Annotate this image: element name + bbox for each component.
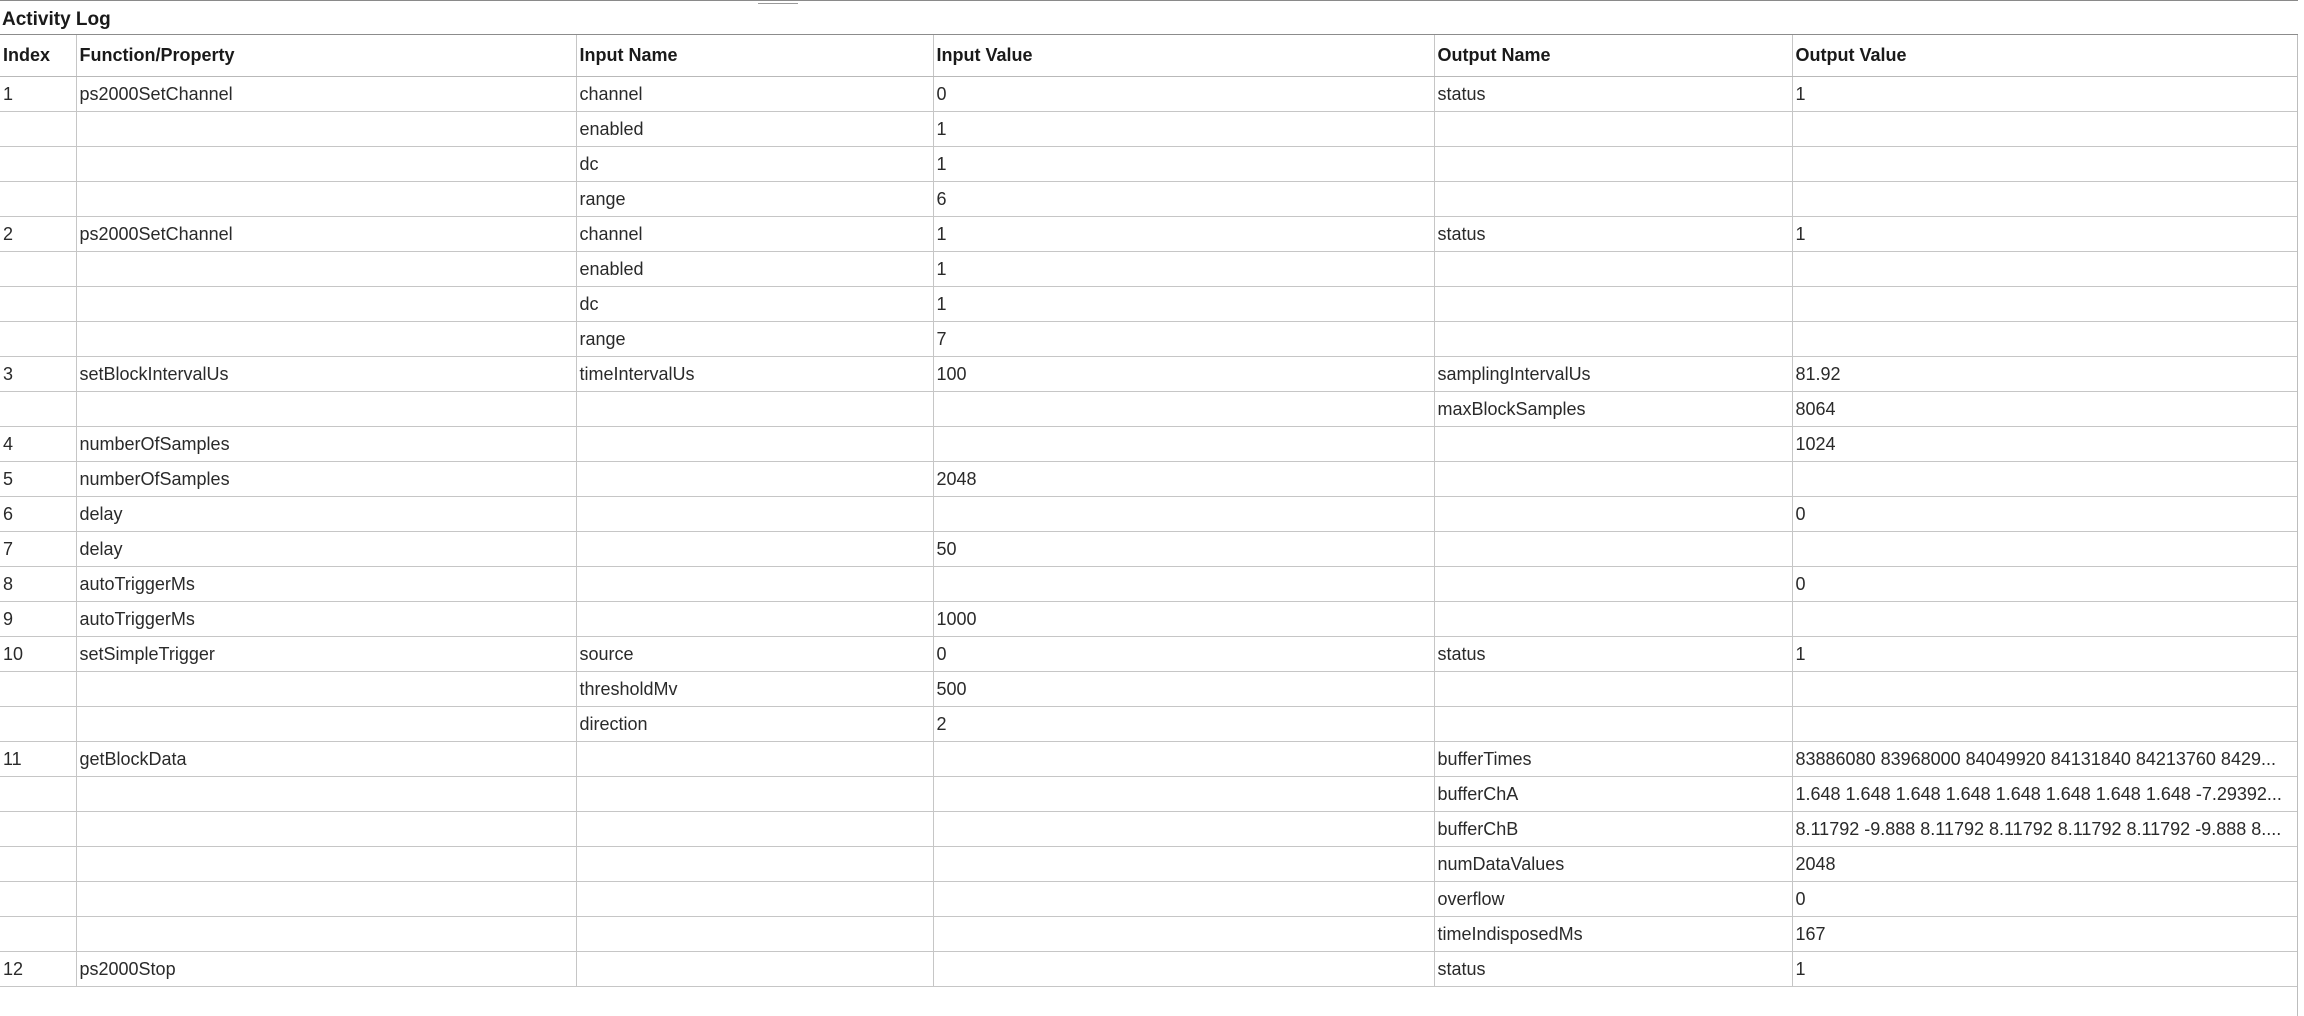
cell-input-name[interactable]: source	[576, 637, 933, 672]
splitter-handle[interactable]	[758, 0, 798, 4]
cell-input-name[interactable]	[576, 392, 933, 427]
cell-function-property[interactable]	[76, 917, 576, 952]
table-row[interactable]	[0, 567, 2297, 602]
cell-output-value[interactable]: 8.11792 -9.888 8.11792 8.11792 8.11792 8.11792 -9.888 8....	[1792, 812, 2297, 847]
cell-input-value[interactable]	[933, 812, 1434, 847]
cell-input-value[interactable]: 1	[933, 287, 1434, 322]
cell-function-property[interactable]: ps2000SetChannel	[76, 77, 576, 112]
cell-output-name[interactable]	[1434, 427, 1792, 462]
cell-input-name[interactable]: timeIntervalUs	[576, 357, 933, 392]
cell-input-name[interactable]: enabled	[576, 112, 933, 147]
cell-output-value[interactable]	[1792, 322, 2297, 357]
cell-index[interactable]: 11	[0, 742, 76, 777]
cell-input-value[interactable]: 1	[933, 217, 1434, 252]
table-row[interactable]	[0, 147, 2297, 182]
cell-function-property[interactable]: setBlockIntervalUs	[76, 357, 576, 392]
cell-function-property[interactable]	[76, 847, 576, 882]
cell-output-name[interactable]	[1434, 252, 1792, 287]
cell-input-value[interactable]: 1	[933, 112, 1434, 147]
cell-function-property[interactable]: delay	[76, 497, 576, 532]
cell-input-name[interactable]: enabled	[576, 252, 933, 287]
cell-output-name[interactable]	[1434, 287, 1792, 322]
cell-input-name[interactable]: channel	[576, 77, 933, 112]
cell-input-value[interactable]	[933, 567, 1434, 602]
table-row[interactable]	[0, 637, 2297, 672]
cell-function-property[interactable]	[76, 252, 576, 287]
cell-index[interactable]	[0, 182, 76, 217]
cell-input-value[interactable]: 1	[933, 252, 1434, 287]
table-row[interactable]	[0, 77, 2297, 112]
cell-index[interactable]: 7	[0, 532, 76, 567]
cell-input-value[interactable]	[933, 777, 1434, 812]
cell-function-property[interactable]	[76, 812, 576, 847]
cell-index[interactable]	[0, 147, 76, 182]
cell-input-value[interactable]	[933, 742, 1434, 777]
cell-output-name[interactable]: maxBlockSamples	[1434, 392, 1792, 427]
cell-index[interactable]: 1	[0, 77, 76, 112]
table-row[interactable]	[0, 602, 2297, 637]
table-row[interactable]	[0, 812, 2297, 847]
panel-top-border	[0, 0, 2298, 3]
table-row[interactable]	[0, 497, 2297, 532]
table-row[interactable]	[0, 777, 2297, 812]
cell-index[interactable]: 10	[0, 637, 76, 672]
cell-input-name[interactable]	[576, 847, 933, 882]
cell-index[interactable]: 8	[0, 567, 76, 602]
cell-input-value[interactable]: 2	[933, 707, 1434, 742]
cell-input-name[interactable]	[576, 812, 933, 847]
cell-output-name[interactable]	[1434, 112, 1792, 147]
cell-index[interactable]: 12	[0, 952, 76, 987]
cell-input-value[interactable]: 0	[933, 77, 1434, 112]
cell-input-value[interactable]: 7	[933, 322, 1434, 357]
table-row[interactable]	[0, 847, 2297, 882]
cell-index[interactable]	[0, 392, 76, 427]
cell-input-name[interactable]	[576, 567, 933, 602]
cell-output-value[interactable]: 81.92	[1792, 357, 2297, 392]
cell-output-value[interactable]	[1792, 147, 2297, 182]
cell-function-property[interactable]	[76, 777, 576, 812]
cell-output-value[interactable]: 83886080 83968000 84049920 84131840 84213760 8429...	[1792, 742, 2297, 777]
cell-index[interactable]	[0, 672, 76, 707]
cell-output-value[interactable]: 1	[1792, 952, 2297, 987]
cell-output-name[interactable]: status	[1434, 77, 1792, 112]
cell-index[interactable]: 3	[0, 357, 76, 392]
activity-log-grid[interactable]	[0, 35, 2298, 1016]
cell-input-name[interactable]	[576, 917, 933, 952]
cell-input-name[interactable]	[576, 602, 933, 637]
table-row[interactable]	[0, 882, 2297, 917]
table-row[interactable]	[0, 462, 2297, 497]
cell-input-value[interactable]: 0	[933, 637, 1434, 672]
cell-output-name[interactable]: overflow	[1434, 882, 1792, 917]
table-row[interactable]	[0, 532, 2297, 567]
cell-output-name[interactable]: bufferTimes	[1434, 742, 1792, 777]
panel-title: Activity Log	[0, 5, 2298, 35]
cell-output-value[interactable]: 1	[1792, 217, 2297, 252]
cell-output-value[interactable]	[1792, 462, 2297, 497]
cell-function-property[interactable]: delay	[76, 532, 576, 567]
cell-input-value[interactable]: 6	[933, 182, 1434, 217]
cell-input-name[interactable]: range	[576, 322, 933, 357]
cell-input-value[interactable]: 100	[933, 357, 1434, 392]
cell-index[interactable]	[0, 287, 76, 322]
cell-output-value[interactable]: 0	[1792, 497, 2297, 532]
cell-function-property[interactable]: autoTriggerMs	[76, 602, 576, 637]
table-row[interactable]	[0, 952, 2297, 987]
cell-function-property[interactable]	[76, 392, 576, 427]
cell-function-property[interactable]: numberOfSamples	[76, 427, 576, 462]
cell-output-name[interactable]	[1434, 147, 1792, 182]
cell-input-name[interactable]	[576, 427, 933, 462]
cell-function-property[interactable]: ps2000SetChannel	[76, 217, 576, 252]
cell-output-name[interactable]: status	[1434, 217, 1792, 252]
table-row[interactable]	[0, 917, 2297, 952]
cell-function-property[interactable]	[76, 112, 576, 147]
cell-input-value[interactable]	[933, 952, 1434, 987]
column-header-input-name[interactable]: Input Name	[576, 35, 933, 77]
cell-input-name[interactable]	[576, 882, 933, 917]
cell-index[interactable]	[0, 777, 76, 812]
cell-index[interactable]: 5	[0, 462, 76, 497]
cell-output-name[interactable]: status	[1434, 952, 1792, 987]
cell-input-name[interactable]	[576, 462, 933, 497]
cell-output-name[interactable]	[1434, 182, 1792, 217]
cell-function-property[interactable]	[76, 287, 576, 322]
cell-output-value[interactable]	[1792, 182, 2297, 217]
cell-index[interactable]	[0, 812, 76, 847]
cell-index[interactable]	[0, 847, 76, 882]
cell-output-name[interactable]	[1434, 602, 1792, 637]
cell-index[interactable]	[0, 252, 76, 287]
table-body	[0, 77, 2297, 987]
cell-output-value[interactable]	[1792, 252, 2297, 287]
cell-output-value[interactable]	[1792, 112, 2297, 147]
cell-output-name[interactable]: samplingIntervalUs	[1434, 357, 1792, 392]
cell-output-value[interactable]: 0	[1792, 567, 2297, 602]
cell-input-name[interactable]: thresholdMv	[576, 672, 933, 707]
cell-input-value[interactable]	[933, 497, 1434, 532]
cell-input-name[interactable]	[576, 532, 933, 567]
cell-input-value[interactable]	[933, 392, 1434, 427]
cell-index[interactable]	[0, 917, 76, 952]
cell-output-name[interactable]	[1434, 462, 1792, 497]
cell-output-name[interactable]	[1434, 532, 1792, 567]
cell-function-property[interactable]	[76, 882, 576, 917]
table-row[interactable]	[0, 182, 2297, 217]
cell-function-property[interactable]: numberOfSamples	[76, 462, 576, 497]
cell-index[interactable]	[0, 322, 76, 357]
cell-output-name[interactable]: bufferChB	[1434, 812, 1792, 847]
cell-output-value[interactable]	[1792, 602, 2297, 637]
cell-output-name[interactable]: numDataValues	[1434, 847, 1792, 882]
cell-output-value[interactable]: 1	[1792, 77, 2297, 112]
cell-output-value[interactable]	[1792, 532, 2297, 567]
cell-output-name[interactable]	[1434, 672, 1792, 707]
cell-function-property[interactable]	[76, 707, 576, 742]
cell-output-value[interactable]	[1792, 287, 2297, 322]
cell-input-value[interactable]: 50	[933, 532, 1434, 567]
cell-output-value[interactable]	[1792, 672, 2297, 707]
table-row[interactable]	[0, 707, 2297, 742]
cell-input-name[interactable]: dc	[576, 147, 933, 182]
cell-input-value[interactable]	[933, 427, 1434, 462]
table-row[interactable]	[0, 392, 2297, 427]
cell-input-name[interactable]: direction	[576, 707, 933, 742]
cell-output-name[interactable]	[1434, 567, 1792, 602]
cell-function-property[interactable]: ps2000Stop	[76, 952, 576, 987]
table-row[interactable]	[0, 252, 2297, 287]
cell-input-value[interactable]	[933, 847, 1434, 882]
cell-input-name[interactable]	[576, 497, 933, 532]
cell-function-property[interactable]: autoTriggerMs	[76, 567, 576, 602]
cell-function-property[interactable]: setSimpleTrigger	[76, 637, 576, 672]
column-header-input-value[interactable]: Input Value	[933, 35, 1434, 77]
table-row[interactable]	[0, 322, 2297, 357]
cell-function-property[interactable]	[76, 147, 576, 182]
cell-input-name[interactable]	[576, 952, 933, 987]
cell-function-property[interactable]	[76, 182, 576, 217]
column-header-function-property[interactable]: Function/Property	[76, 35, 576, 77]
cell-input-value[interactable]	[933, 917, 1434, 952]
cell-index[interactable]	[0, 707, 76, 742]
cell-function-property[interactable]	[76, 672, 576, 707]
cell-input-value[interactable]: 500	[933, 672, 1434, 707]
cell-output-name[interactable]	[1434, 707, 1792, 742]
cell-input-name[interactable]: range	[576, 182, 933, 217]
column-header-output-name[interactable]: Output Name	[1434, 35, 1792, 77]
cell-output-value[interactable]: 1	[1792, 637, 2297, 672]
cell-input-name[interactable]: dc	[576, 287, 933, 322]
cell-index[interactable]	[0, 882, 76, 917]
table-row[interactable]	[0, 427, 2297, 462]
cell-output-name[interactable]: timeIndisposedMs	[1434, 917, 1792, 952]
cell-output-name[interactable]	[1434, 322, 1792, 357]
cell-output-value[interactable]	[1792, 707, 2297, 742]
cell-function-property[interactable]	[76, 322, 576, 357]
table-row[interactable]	[0, 217, 2297, 252]
table-row[interactable]	[0, 112, 2297, 147]
cell-output-value[interactable]: 8064	[1792, 392, 2297, 427]
cell-input-name[interactable]	[576, 777, 933, 812]
cell-input-value[interactable]: 1000	[933, 602, 1434, 637]
cell-output-name[interactable]: bufferChA	[1434, 777, 1792, 812]
activity-log-table	[0, 35, 2298, 987]
header-row	[0, 35, 2297, 77]
table-row[interactable]	[0, 742, 2297, 777]
cell-input-name[interactable]: channel	[576, 217, 933, 252]
cell-index[interactable]: 4	[0, 427, 76, 462]
cell-output-value[interactable]: 1.648 1.648 1.648 1.648 1.648 1.648 1.648 1.648 -7.29392...	[1792, 777, 2297, 812]
cell-output-value[interactable]: 2048	[1792, 847, 2297, 882]
cell-input-value[interactable]: 2048	[933, 462, 1434, 497]
table-row[interactable]	[0, 287, 2297, 322]
cell-input-value[interactable]: 1	[933, 147, 1434, 182]
cell-index[interactable]: 9	[0, 602, 76, 637]
cell-output-value[interactable]: 167	[1792, 917, 2297, 952]
cell-output-name[interactable]: status	[1434, 637, 1792, 672]
cell-index[interactable]: 6	[0, 497, 76, 532]
cell-input-value[interactable]	[933, 882, 1434, 917]
column-header-index[interactable]: Index	[0, 35, 76, 77]
cell-input-name[interactable]	[576, 742, 933, 777]
table-row[interactable]	[0, 357, 2297, 392]
column-header-output-value[interactable]: Output Value	[1792, 35, 2297, 77]
cell-output-value[interactable]: 0	[1792, 882, 2297, 917]
cell-output-name[interactable]	[1434, 497, 1792, 532]
cell-index[interactable]: 2	[0, 217, 76, 252]
cell-index[interactable]	[0, 112, 76, 147]
cell-output-value[interactable]: 1024	[1792, 427, 2297, 462]
cell-function-property[interactable]: getBlockData	[76, 742, 576, 777]
table-row[interactable]	[0, 672, 2297, 707]
